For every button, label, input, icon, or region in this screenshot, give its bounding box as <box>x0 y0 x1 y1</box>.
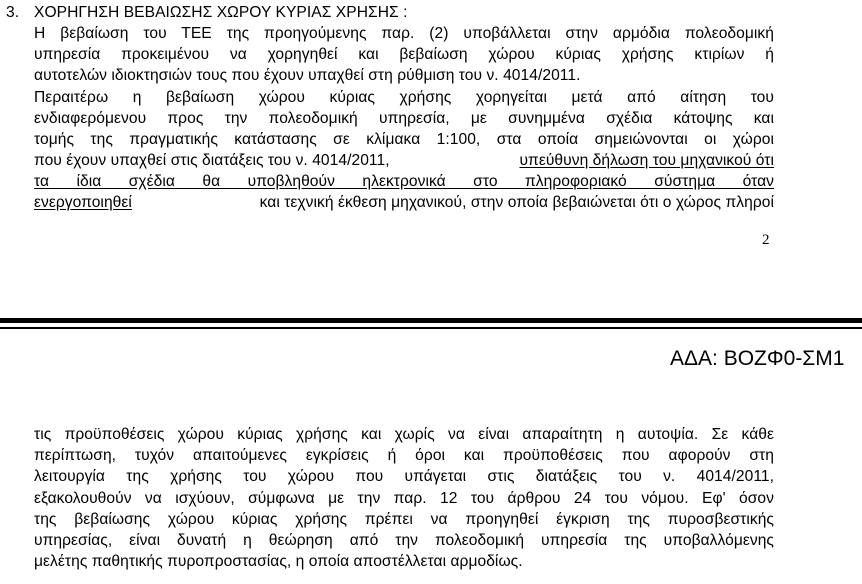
paragraph-line: μελέτης παθητικής πυροπροστασίας, η οποία αποστέλλεται αρμοδίως. <box>34 553 523 570</box>
paragraph-line: αυτοτελών ιδιοκτησιών τους που έχουν υπαχθεί στη ρύθμιση του ν. 4014/2011. <box>34 67 581 84</box>
paragraph-line: περίπτωση, τυχόν απαιτούμενες εγκρίσεις ή όροι και προϋποθέσεις που αφορούν στη <box>34 447 774 464</box>
paragraph-line: τομής της πραγματικής κατάστασης σε κλίμακα 1:100, στα οποία σημειώνονται οι χώροι <box>34 131 774 148</box>
underlined-declaration-text: ενεργοποιηθεί <box>34 194 132 211</box>
page-number: 2 <box>762 232 770 248</box>
section-number: 3. <box>6 4 20 21</box>
paragraph-line: της βεβαίωσης χώρου κύριας χρήσης πρέπει να προηγηθεί έγκριση της πυροσβεστικής <box>34 511 774 528</box>
paragraph-line-mixed <box>34 192 774 213</box>
paragraph-line: υπηρεσίας, είναι δυνατή η θεώρηση από την πολεοδομική υπηρεσία της υποβαλλόμενης <box>34 532 774 549</box>
underlined-declaration-text: υπεύθυνη δήλωση του μηχανικού ότι <box>519 152 774 169</box>
paragraph-line: εξακολουθούν να ισχύουν, σύμφωνα με την παρ. 12 του άρθρου 24 του νόμου. Εφ' όσον <box>34 490 774 507</box>
underlined-declaration-text: τα ίδια σχέδια θα υποβληθούν ηλεκτρονικά στο πληροφοριακό σύστημα όταν <box>34 173 774 190</box>
paragraph-line: Η βεβαίωση του ΤΕΕ της προηγούμενης παρ. (2) υποβάλλεται στην αρμόδια πολεοδομική <box>34 25 774 42</box>
paragraph-line: υπηρεσία προκειμένου να χορηγηθεί και βεβαίωση χώρου κύριας χρήσης κτιρίων ή <box>34 46 774 63</box>
paragraph-line-mixed <box>34 150 774 171</box>
ada-identifier: ΑΔΑ: ΒΟΖΦ0-ΣΜ1 <box>670 347 845 370</box>
page-break-rule-thin <box>0 327 862 329</box>
section-title: ΧΟΡΗΓΗΣΗ ΒΕΒΑΙΩΣΗΣ ΧΩΡΟΥ ΚΥΡΙΑΣ ΧΡΗΣΗΣ : <box>34 4 408 21</box>
paragraph-text: που έχουν υπαχθεί στις διατάξεις του ν. 4014/2011, <box>34 152 394 169</box>
page-break-rule <box>0 318 862 323</box>
paragraph-line: ενδιαφερόμενου προς την πολεοδομική υπηρεσία, με συνημμένα σχέδια κάτοψης και <box>34 110 774 127</box>
paragraph-line: Περαιτέρω η βεβαίωση χώρου κύριας χρήσης χορηγείται μετά από αίτηση του <box>34 89 774 106</box>
paragraph-line: λειτουργία της χρήσης του χώρου που υπάγεται στις διατάξεις του ν. 4014/2011, <box>34 468 774 485</box>
paragraph-text: και τεχνική έκθεση μηχανικού, στην οποία βεβαιώνεται ότι ο χώρος πληροί <box>255 194 774 211</box>
paragraph-line: τις προϋποθέσεις χώρου κύριας χρήσης και χωρίς να είναι απαραίτητη η αυτοψία. Σε κάθε <box>34 426 774 443</box>
